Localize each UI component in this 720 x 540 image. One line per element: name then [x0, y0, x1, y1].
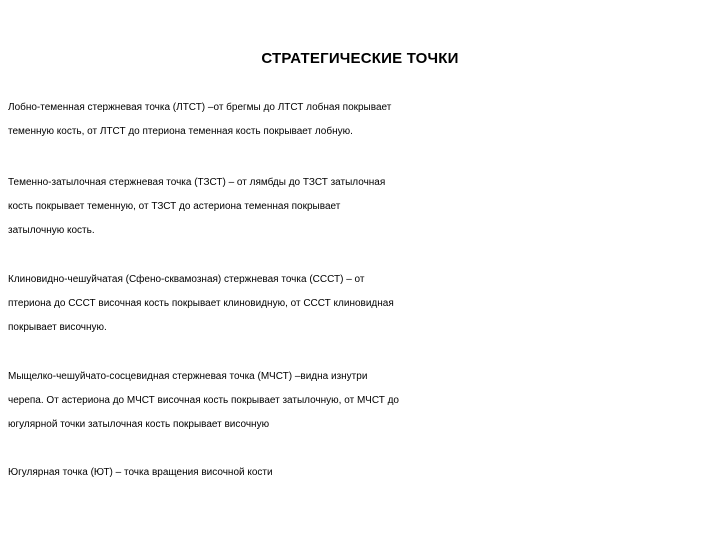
paragraph-line: югулярной точки затылочная кость покрывает височную	[8, 419, 270, 430]
paragraph-line: Мыщелко-чешуйчато-сосцевидная стержневая точка (МЧСТ) –видна изнутри	[8, 371, 368, 382]
paragraph-line: затылочную кость.	[8, 225, 95, 236]
paragraph-line: Югулярная точка (ЮТ) – точка вращения височной кости	[8, 467, 273, 478]
paragraph-line: Лобно-теменная стержневая точка (ЛТСТ) –от брегмы до ЛТСТ лобная покрывает	[8, 102, 392, 113]
paragraph-line: Клиновидно-чешуйчатая (Сфено-сквамозная) стержневая точка (СССТ) – от	[8, 274, 365, 285]
paragraph-line: черепа. От астериона до МЧСТ височная кость покрывает затылочную, от МЧСТ до	[8, 395, 399, 406]
paragraph-line: кость покрывает теменную, от ТЗСТ до астериона теменная покрывает	[8, 201, 341, 212]
paragraph-line: птериона до СССТ височная кость покрывает клиновидную, от СССТ клиновидная	[8, 298, 394, 309]
paragraph-yut	[8, 461, 714, 485]
paragraph-line: Теменно-затылочная стержневая точка (ТЗСТ) – от лямбды до ТЗСТ затылочная	[8, 177, 386, 188]
page-title: СТРАТЕГИЧЕСКИЕ ТОЧКИ	[261, 50, 459, 67]
paragraph-ssst	[8, 268, 714, 340]
paragraph-mchst	[8, 365, 714, 437]
paragraph-line: теменную кость, от ЛТСТ до птериона теменная кость покрывает лобную.	[8, 126, 353, 137]
paragraph-tzst	[8, 171, 714, 243]
paragraph-ltst	[8, 96, 714, 144]
paragraph-line: покрывает височную.	[8, 322, 107, 333]
